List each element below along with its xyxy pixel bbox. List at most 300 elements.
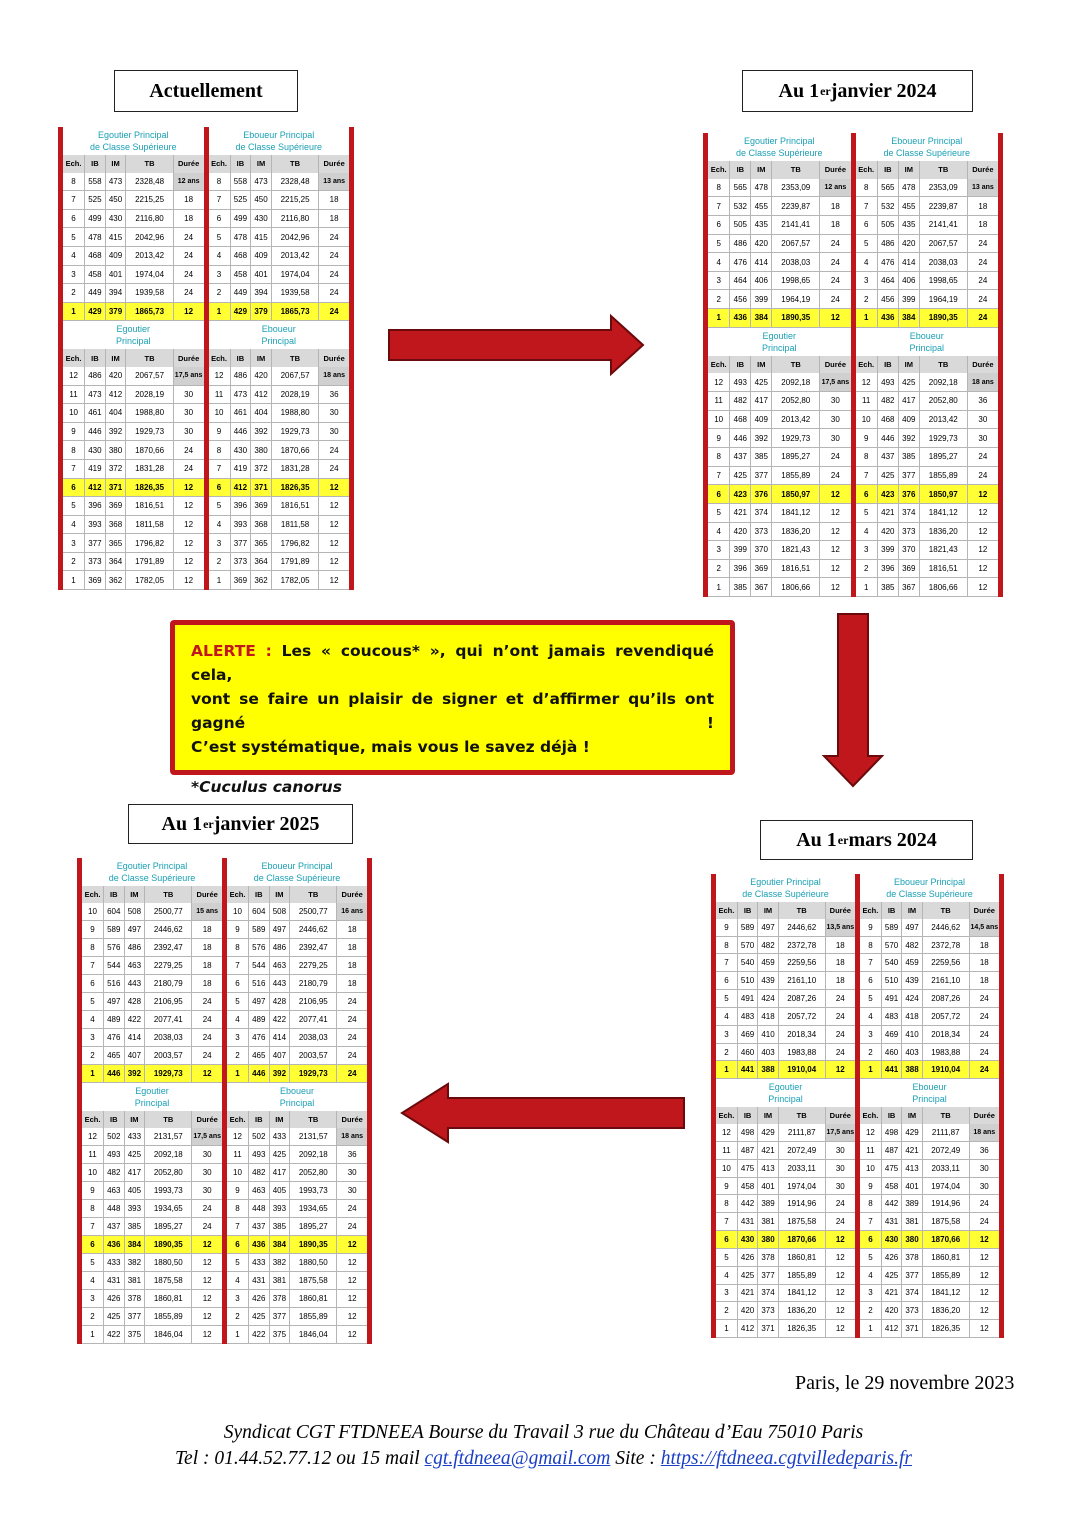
table-cell: 1811,58	[126, 516, 173, 534]
header-cell: Ech.	[209, 155, 231, 173]
table-cell: 370	[899, 541, 920, 559]
table-cell: 5	[856, 504, 878, 522]
table-cell: 12	[329, 538, 339, 548]
table-cell: 406	[899, 272, 920, 290]
table-cell: 17,5 ans	[174, 367, 204, 385]
table-cell: 2	[63, 553, 85, 571]
table-cell: 425	[125, 1146, 146, 1163]
table-cell: 2259,56	[779, 954, 826, 971]
table-cell: 448	[249, 1200, 270, 1217]
table-cell: 369	[751, 560, 772, 578]
table-cell: 2067,57	[126, 367, 173, 385]
table-cell: 8	[716, 937, 738, 954]
table-cell: 433	[125, 1128, 146, 1145]
table-row	[209, 284, 350, 303]
header-cell: IM	[902, 902, 922, 919]
table-cell: 18	[835, 958, 845, 968]
table-cell: 18	[835, 976, 845, 986]
table-cell: 24	[835, 1217, 845, 1227]
table-cell: 12	[835, 1065, 845, 1075]
table-cell: 7	[82, 1218, 104, 1235]
table-cell: 7	[716, 1213, 738, 1230]
table-cell: 12	[835, 1270, 845, 1280]
table-cell: 1895,27	[145, 1218, 192, 1235]
table-row	[209, 247, 350, 266]
table-row	[82, 1011, 222, 1029]
table-cell: 437	[104, 1218, 125, 1235]
table-cell: 5	[860, 1249, 882, 1266]
table-row	[708, 290, 851, 309]
table-cell: 421	[882, 1285, 902, 1302]
table-cell: 409	[251, 247, 272, 265]
table-cell: 10	[63, 404, 85, 422]
table-cell: 18	[202, 925, 212, 934]
table-row	[856, 523, 999, 542]
table-cell: 430	[882, 1231, 902, 1248]
table-cell: 1	[856, 578, 878, 596]
table-cell: 24	[184, 251, 194, 261]
table-cell: 1846,04	[290, 1326, 337, 1343]
table-row	[82, 1254, 222, 1272]
table-cell: 430	[106, 210, 127, 228]
table-cell: 435	[899, 216, 920, 234]
table-cell: 2	[860, 1044, 882, 1061]
table-cell: 431	[738, 1213, 758, 1230]
table-cell: 36	[978, 396, 988, 406]
arrow-down-icon	[820, 610, 886, 790]
header-cell: Ech.	[716, 1107, 738, 1124]
table-cell: 1796,82	[272, 534, 319, 552]
table-row	[227, 1146, 367, 1164]
alert-note: *Cuculus canorus	[191, 778, 342, 796]
table-cell: 469	[882, 1026, 902, 1043]
table-cell: 30	[329, 408, 339, 418]
table-cell: 431	[104, 1272, 125, 1289]
table-cell: 419	[231, 460, 252, 478]
header-cell: IB	[730, 356, 751, 374]
table-cell: 10	[82, 903, 104, 920]
table-cell: 1855,89	[772, 467, 820, 485]
table-cell: 1841,12	[779, 1285, 826, 1302]
table-cell: 396	[85, 497, 106, 515]
header-cell: Ech.	[856, 161, 878, 179]
table-cell: 24	[830, 257, 840, 267]
table-cell: 401	[251, 266, 272, 284]
table-cell: 385	[270, 1218, 291, 1235]
table-cell: 576	[249, 939, 270, 956]
table-cell: 12	[830, 582, 840, 592]
table-cell: 403	[902, 1044, 922, 1061]
table-cell: 463	[104, 1182, 125, 1199]
table-cell: 10	[82, 1164, 104, 1181]
table-row	[708, 467, 851, 486]
table-title	[209, 321, 350, 349]
table-cell: 2	[708, 290, 730, 308]
table-cell: 2072,49	[779, 1142, 826, 1159]
table-cell: 396	[730, 560, 751, 578]
table-cell: 429	[902, 1124, 922, 1141]
table-cell: 3	[227, 1029, 249, 1046]
table-cell: 2003,57	[145, 1047, 192, 1064]
table-row	[860, 1285, 999, 1303]
table-cell: 384	[270, 1236, 291, 1253]
header-cell: IM	[899, 356, 920, 374]
table-cell: 12	[856, 373, 878, 391]
table-cell: 576	[104, 939, 125, 956]
table-cell: 13,5 ans	[826, 919, 855, 936]
table-cell: 1	[209, 303, 231, 321]
table-row	[708, 373, 851, 392]
table-cell: 7	[82, 957, 104, 974]
table-cell: 381	[902, 1213, 922, 1230]
table-row	[82, 1029, 222, 1047]
table-cell: 393	[85, 516, 106, 534]
table-row	[227, 921, 367, 939]
table-cell: 1	[63, 571, 85, 589]
table-cell: 1998,65	[772, 272, 820, 290]
table-cell: 422	[249, 1326, 270, 1343]
table-cell: 443	[125, 975, 146, 992]
table-row	[716, 1178, 855, 1196]
table-row	[708, 197, 851, 216]
table-cell: 1836,20	[923, 1302, 970, 1319]
table-cell: 5	[708, 235, 730, 253]
alert-line1: ALERTE : Les « coucous* », qui n’ont jamais revendiqué cela,	[191, 642, 714, 684]
table-cell: 475	[738, 1160, 758, 1177]
table-cell: 1	[708, 578, 730, 596]
table-row	[227, 1011, 367, 1029]
table-cell: 7	[227, 957, 249, 974]
header-cell: Ech.	[82, 886, 104, 903]
table-cell: 420	[730, 523, 751, 541]
table-header	[209, 155, 350, 173]
table-cell: 13 ans	[968, 179, 998, 197]
table-cell: 367	[899, 578, 920, 596]
table-cell: 377	[125, 1308, 146, 1325]
table-title	[860, 874, 999, 902]
table-cell: 423	[730, 485, 751, 503]
table-cell: 373	[231, 553, 252, 571]
table-cell: 6	[708, 485, 730, 503]
table-cell: 486	[231, 367, 252, 385]
table-cell: 437	[730, 448, 751, 466]
table-cell: 4	[860, 1008, 882, 1025]
title-line: Egoutier Principal	[116, 861, 188, 871]
table-cell: 24	[202, 1204, 212, 1213]
table-cell: 8	[227, 939, 249, 956]
header-cell: IB	[231, 349, 252, 367]
table-cell: 18	[979, 940, 989, 950]
table-cell: 30	[347, 1168, 357, 1177]
table-cell: 24	[978, 313, 988, 323]
table-cell: 2057,72	[779, 1008, 826, 1025]
table-cell: 464	[730, 272, 751, 290]
table-cell: 1831,28	[126, 460, 173, 478]
table-cell: 30	[978, 415, 988, 424]
site-link[interactable]: https://ftdneea.cgtvilledeparis.fr	[660, 1448, 912, 1469]
table-cell: 12	[830, 564, 840, 574]
table-cell: 12	[835, 1324, 845, 1334]
table-cell: 1875,58	[779, 1213, 826, 1230]
table-row	[209, 423, 350, 442]
table-row	[63, 173, 204, 192]
arrow-left-icon	[398, 1080, 688, 1146]
title-line: de Classe Supérieure	[253, 873, 341, 883]
table-cell: 1	[82, 1326, 104, 1343]
table-cell: 378	[125, 1290, 146, 1307]
table-cell: 458	[231, 266, 252, 284]
table-cell: 376	[899, 485, 920, 503]
table-row	[82, 939, 222, 957]
table-cell: 510	[882, 972, 902, 989]
header-cell: IM	[251, 155, 272, 173]
table-cell: 497	[249, 993, 270, 1010]
table-header	[708, 356, 851, 374]
header-cell: TB	[145, 1111, 192, 1128]
header-cell: Durée	[196, 890, 218, 899]
table-cell: 12	[202, 1276, 212, 1285]
table-cell: 12	[184, 501, 194, 511]
table-cell: 12	[979, 1306, 989, 1316]
table-cell: 2392,47	[290, 939, 337, 956]
table-cell: 6	[708, 216, 730, 234]
table-cell: 8	[82, 1200, 104, 1217]
table-cell: 384	[899, 309, 920, 327]
table-cell: 12	[830, 545, 840, 555]
table-cell: 407	[125, 1047, 146, 1064]
table-cell: 436	[730, 309, 751, 327]
table-title	[716, 874, 855, 902]
table-header	[716, 1107, 855, 1124]
table-row	[708, 253, 851, 272]
table-cell: 2215,25	[272, 191, 319, 209]
table-cell: 425	[899, 373, 920, 391]
header-cell: Durée	[972, 360, 994, 370]
table-title	[209, 127, 350, 155]
table-cell: 1	[860, 1061, 882, 1078]
table-cell: 12	[716, 1124, 738, 1141]
table-cell: 433	[249, 1254, 270, 1271]
table-cell: 443	[270, 975, 291, 992]
table-cell: 24	[184, 269, 194, 279]
table-cell: 425	[751, 373, 772, 391]
table-cell: 431	[249, 1272, 270, 1289]
table-column-eboueur	[860, 874, 999, 1338]
table-cell: 374	[758, 1285, 778, 1302]
table-cell: 420	[251, 367, 272, 385]
table-cell: 9	[82, 1182, 104, 1199]
table-cell: 362	[251, 571, 272, 589]
table-cell: 2372,78	[923, 937, 970, 954]
table-cell: 3	[716, 1026, 738, 1043]
table-row	[716, 1124, 855, 1142]
table-cell: 7	[716, 954, 738, 971]
table-cell: 2279,25	[145, 957, 192, 974]
table-cell: 409	[899, 411, 920, 429]
title-line: Egoutier Principal	[750, 877, 821, 887]
table-cell: 18	[978, 201, 988, 211]
table-cell: 446	[104, 1065, 125, 1082]
table-cell: 24	[347, 1204, 357, 1213]
table-cell: 414	[899, 253, 920, 271]
table-cell: 18	[835, 940, 845, 950]
table-cell: 11	[708, 392, 730, 410]
table-cell: 2042,96	[126, 228, 173, 246]
table-cell: 2353,09	[920, 179, 968, 197]
table-cell: 2067,57	[772, 235, 820, 253]
table-cell: 393	[270, 1200, 291, 1217]
table-cell: 374	[899, 504, 920, 522]
table-cell: 516	[104, 975, 125, 992]
table-cell: 2161,10	[779, 972, 826, 989]
table-cell: 502	[104, 1128, 125, 1145]
title-line: Egoutier Principal	[97, 130, 169, 140]
table-row	[708, 541, 851, 560]
table-row	[716, 1008, 855, 1026]
header-cell: TB	[145, 886, 192, 903]
table-cell: 12	[227, 1128, 249, 1145]
table-cell: 436	[878, 309, 899, 327]
table-cell: 381	[270, 1272, 291, 1289]
table-cell: 498	[738, 1124, 758, 1141]
table-cell: 1806,66	[920, 578, 968, 596]
table-cell: 450	[106, 191, 127, 209]
header-cell: Ech.	[856, 356, 878, 374]
table-cell: 10	[716, 1160, 738, 1177]
table-cell: 24	[184, 232, 194, 242]
table-cell: 365	[106, 534, 127, 552]
table-cell: 1914,96	[923, 1195, 970, 1212]
table-title	[227, 858, 367, 886]
table-cell: 415	[106, 228, 127, 246]
table-cell: 1791,89	[126, 553, 173, 571]
table-cell: 24	[835, 1047, 845, 1057]
table-cell: 2446,62	[923, 919, 970, 936]
table-row	[708, 504, 851, 523]
footer-address: Syndicat CGT FTDNEEA Bourse du Travail 3 rue du Château d’Eau 75010 Paris	[223, 1422, 864, 1443]
table-cell: 377	[899, 467, 920, 485]
table-title	[856, 328, 999, 356]
table-row	[716, 1249, 855, 1267]
header-cell: TB	[779, 902, 826, 919]
alert-box	[170, 620, 735, 796]
title-line: Egoutier	[135, 1086, 169, 1096]
table-row	[716, 1213, 855, 1231]
table-title	[716, 1079, 855, 1107]
table-cell: 394	[251, 284, 272, 302]
table-cell: 388	[902, 1061, 922, 1078]
table-cell: 378	[758, 1249, 778, 1266]
table-cell: 1	[209, 571, 231, 589]
label-current: Actuellement	[114, 70, 298, 112]
table-cell: 414	[751, 253, 772, 271]
table-cell: 8	[63, 441, 85, 459]
header-cell: IM	[270, 1111, 291, 1128]
table-cell: 12	[979, 1234, 989, 1244]
table-cell: 2013,42	[272, 247, 319, 265]
table-cell: 433	[270, 1128, 291, 1145]
table-cell: 425	[882, 1267, 902, 1284]
table-cell: 1865,73	[272, 303, 319, 321]
table-row	[227, 1200, 367, 1218]
table-cell: 377	[758, 1267, 778, 1284]
table-cell: 382	[125, 1254, 146, 1271]
table-cell: 7	[708, 467, 730, 485]
table-cell: 2	[209, 284, 231, 302]
table-cell: 3	[856, 272, 878, 290]
table-cell: 8	[82, 939, 104, 956]
table-cell: 1846,04	[145, 1326, 192, 1343]
table-cell: 455	[899, 197, 920, 215]
table-cell: 455	[751, 197, 772, 215]
table-cell: 6	[82, 975, 104, 992]
table-row	[227, 1308, 367, 1326]
table-cell: 5	[63, 228, 85, 246]
table-header	[856, 161, 999, 179]
table-row	[856, 235, 999, 254]
table-cell: 2215,25	[126, 191, 173, 209]
table-cell: 18	[978, 220, 988, 230]
table-cell: 589	[882, 919, 902, 936]
table-cell: 1934,65	[145, 1200, 192, 1217]
email-link[interactable]: cgt.ftdneea@gmail.com	[424, 1448, 611, 1469]
alert-line3: C’est systématique, mais vous le savez déjà !	[191, 738, 590, 756]
table-cell: 10	[227, 903, 249, 920]
table-row	[227, 1065, 367, 1083]
header-cell: Ech.	[860, 902, 882, 919]
table-cell: 15 ans	[192, 903, 222, 920]
table-cell: 1855,89	[923, 1267, 970, 1284]
label-jan2025: Au 1 er janvier 2025	[128, 804, 353, 844]
table-row	[63, 423, 204, 442]
table-column-egoutier	[82, 858, 222, 1344]
table-cell: 4	[209, 247, 231, 265]
table-cell: 1964,19	[772, 290, 820, 308]
table-cell: 2446,62	[290, 921, 337, 938]
table-cell: 4	[708, 523, 730, 541]
table-cell: 420	[106, 367, 127, 385]
table-header	[716, 902, 855, 919]
table-cell: 1910,04	[923, 1061, 970, 1078]
table-cell: 1875,58	[290, 1272, 337, 1289]
table-row	[708, 429, 851, 448]
table-cell: 5	[82, 993, 104, 1010]
table-cell: 2013,42	[920, 411, 968, 429]
table-cell: 24	[347, 1051, 357, 1060]
table-cell: 12	[202, 1069, 212, 1078]
table-cell: 1	[860, 1320, 882, 1337]
table-cell: 2077,41	[290, 1011, 337, 1028]
table-cell: 365	[251, 534, 272, 552]
header-cell: Ech.	[209, 349, 231, 367]
table-cell: 12	[202, 1240, 212, 1249]
table-row	[716, 954, 855, 972]
table-cell: 401	[106, 266, 127, 284]
title-line: Principal	[768, 1094, 803, 1105]
table-cell: 2038,03	[920, 253, 968, 271]
table-cell: 1929,73	[920, 429, 968, 447]
table-cell: 393	[125, 1200, 146, 1217]
table-cell: 30	[979, 1181, 989, 1191]
table-cell: 420	[738, 1302, 758, 1319]
title-line: Eboueur Principal	[893, 877, 966, 887]
header-cell: Durée	[824, 165, 847, 175]
table-cell: 487	[738, 1142, 758, 1159]
table-cell: 12	[978, 526, 988, 536]
table-cell: 373	[751, 523, 772, 541]
table-cell: 2052,80	[145, 1164, 192, 1181]
table-cell: 3	[63, 534, 85, 552]
